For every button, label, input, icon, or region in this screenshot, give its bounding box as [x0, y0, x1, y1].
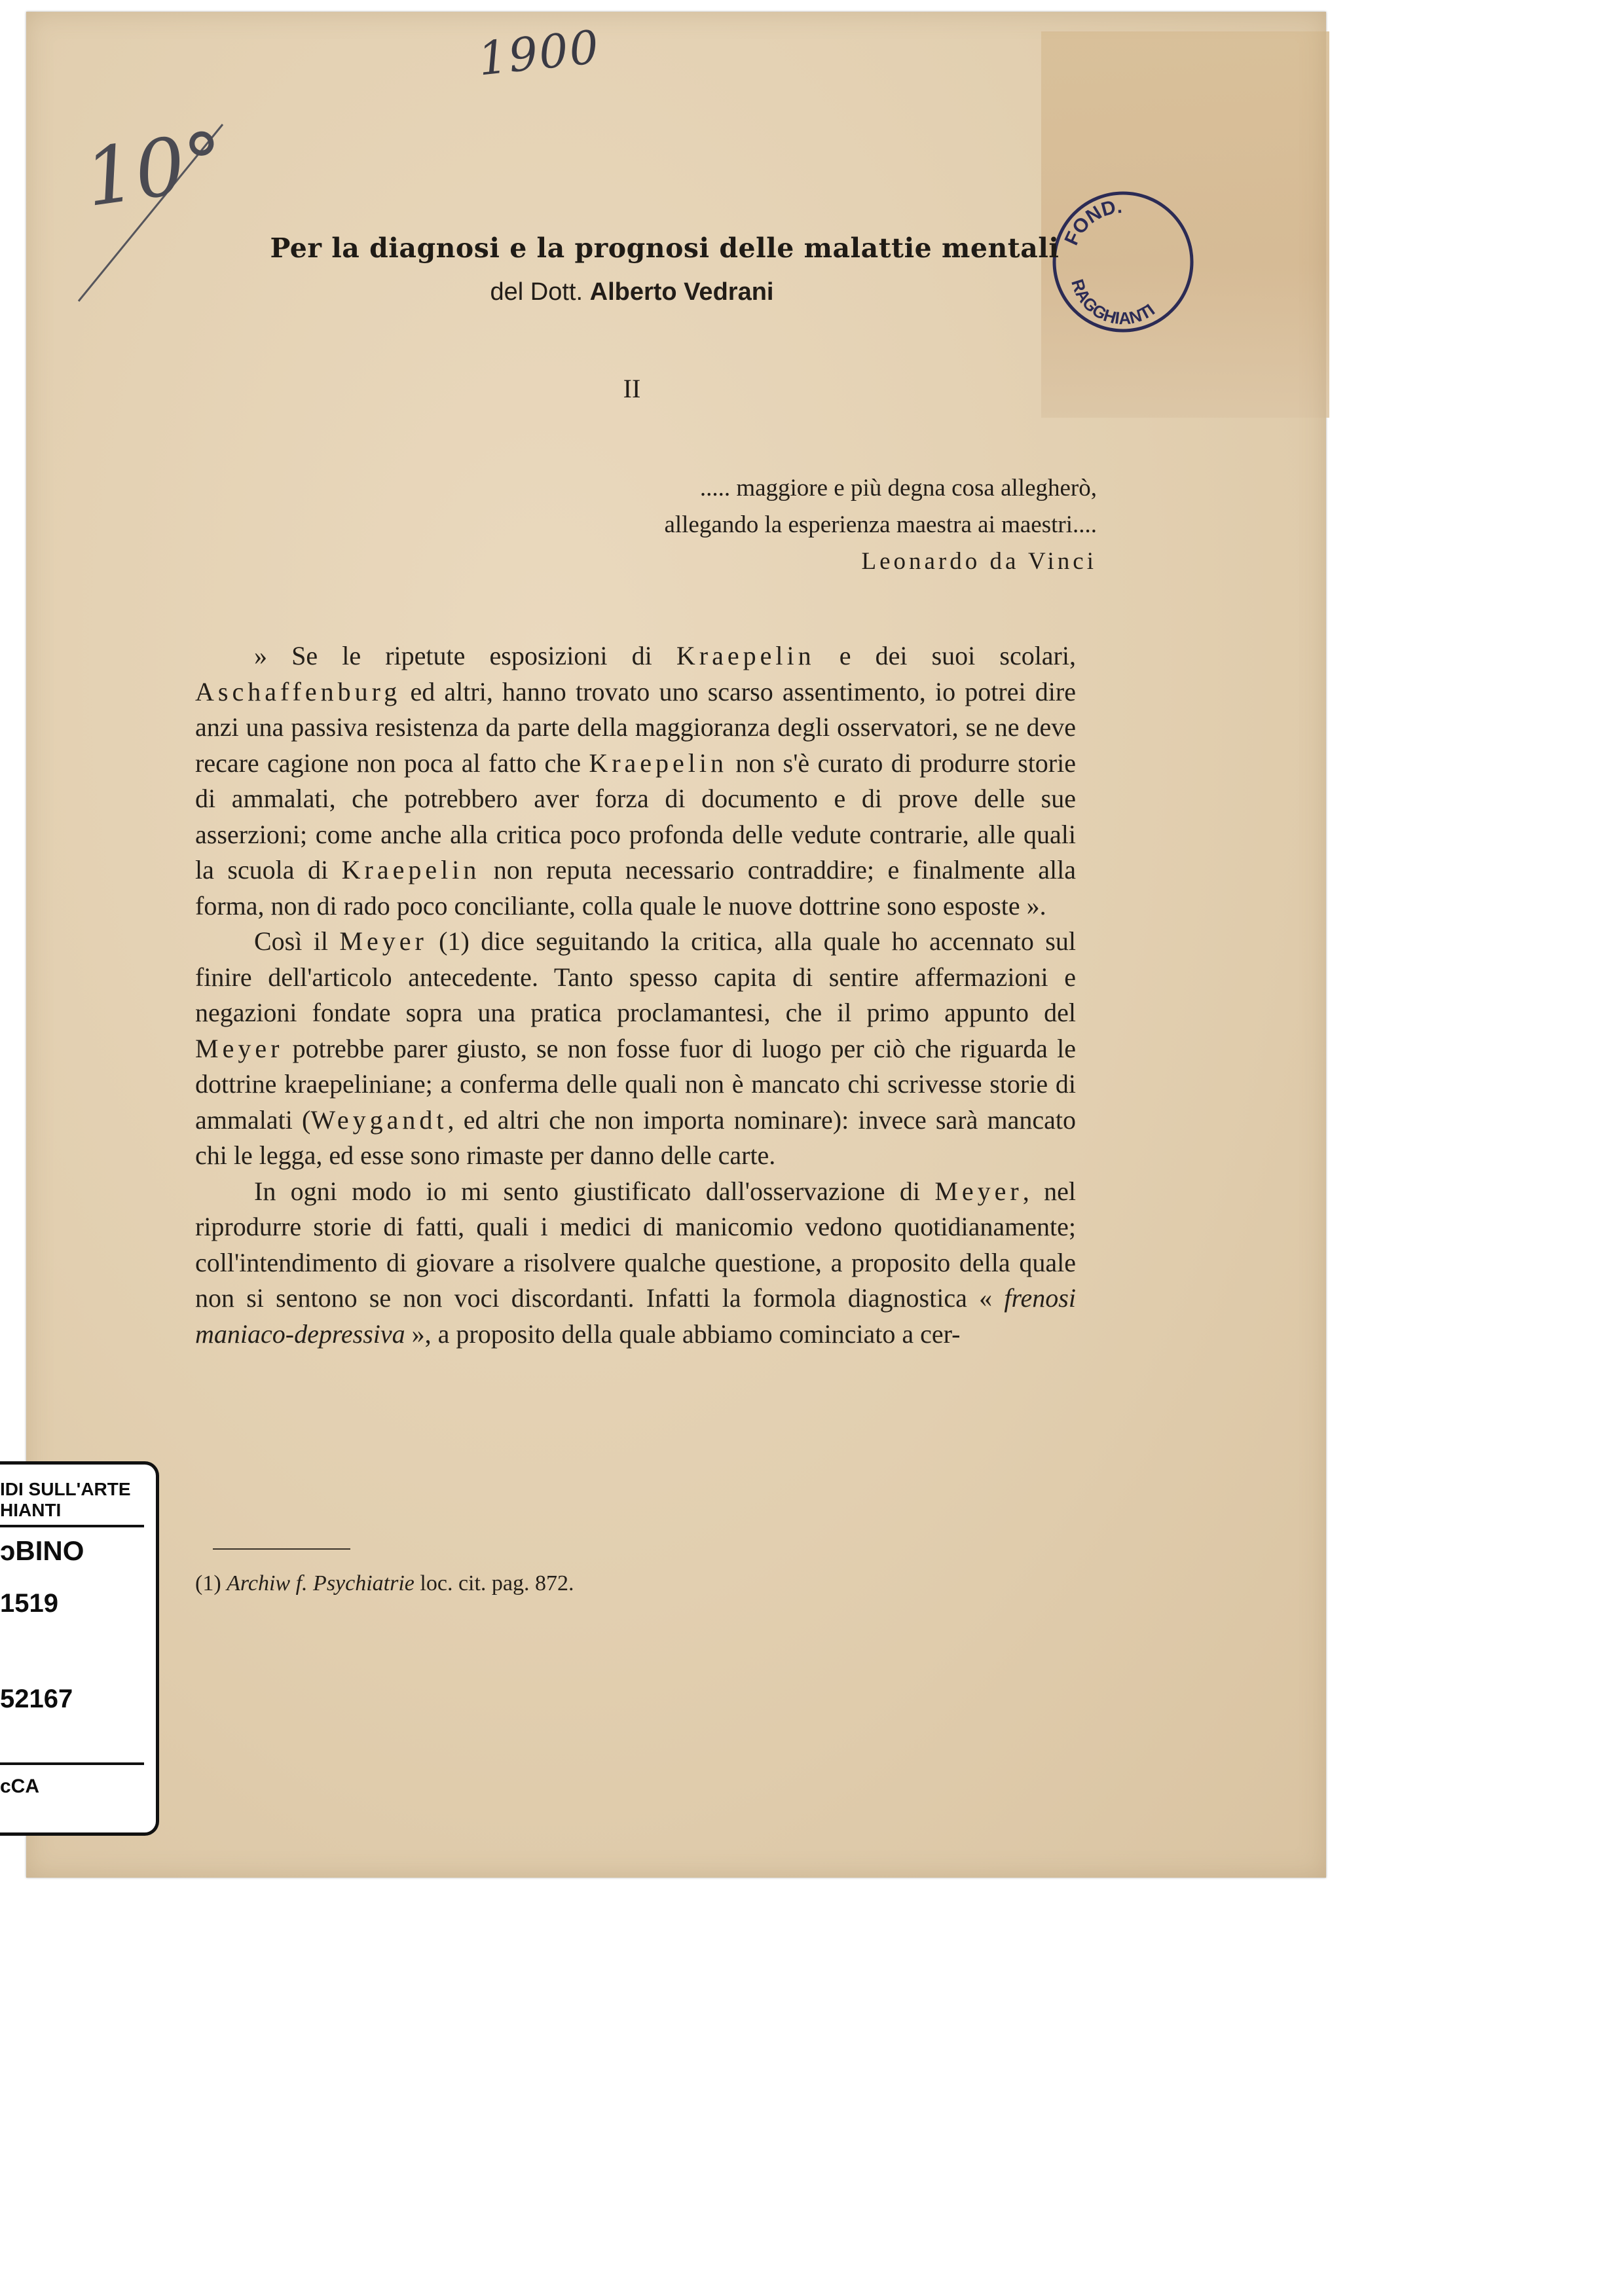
- footnote-journal: Archiw f. Psychiatrie: [227, 1571, 415, 1595]
- name-kraepelin: Kraepelin: [341, 855, 481, 884]
- paragraph-1: » Se le ripetute esposizioni di Kraepelin e dei suoi scolari, Aschaffenburg ed altri, hanno trovato uno scarso assentimento, io potrei dire anzi una passiva resistenza da parte della maggioranza degli osservatori, se ne deve recare cagione non poca al fatto che Kraepelin non s'è curato di produrre storie di ammalati, che potrebbero aver forza di documento e di prove delle sue asserzioni; come anche alla critica poco profonda delle vedute contrarie, alle quali la scuola di Kraepelin non reputa necessario contraddire; e finalmente alla forma, non di rado poco conciliante, colla quale le nuove dottrine sono esposte ».: [195, 641, 1076, 920]
- stamp-line2: RAGGHIANTI: [1067, 276, 1158, 329]
- footnote: (1) Archiw f. Psychiatrie loc. cit. pag. 872.: [195, 1571, 574, 1595]
- label-library: ᴄCA: [0, 1776, 40, 1797]
- name-aschaffenburg: Aschaffenburg: [195, 676, 401, 706]
- diagnosis-term: frenosi maniaco-depressiva: [195, 1283, 1076, 1349]
- epigraph-line2: allegando la esperienza maestra ai maestri....: [664, 511, 1097, 538]
- epigraph-author: Leonardo da Vinci: [861, 548, 1097, 575]
- footnote-rule: [213, 1548, 350, 1550]
- section-number: II: [623, 374, 641, 403]
- label-inventory-number: 52167: [0, 1685, 73, 1713]
- handwritten-year: 1900: [475, 20, 602, 86]
- epigraph-line1: ..... maggiore e più degna cosa allegherò,: [699, 475, 1097, 501]
- name-kraepelin: Kraepelin: [676, 641, 815, 670]
- stamp-line1: FOND.: [1060, 195, 1123, 249]
- byline: [0, 278, 1264, 306]
- name-kraepelin: Kraepelin: [589, 748, 728, 778]
- author-name: Alberto Vedrani: [589, 278, 774, 306]
- paragraph-3: In ogni modo io mi sento giustificato dall'osservazione di Meyer, nel riprodurre storie di fatti, quali i medici di manicomio vedono quotidianamente; coll'intendimento di giovare a risolvere qualche questione, a proposito della quale non si sentono se non voci discordanti. Infatti la formola diagnostica « frenosi maniaco-depressiva », a proposito della quale abbiamo cominciato a cer-: [195, 1176, 1076, 1349]
- name-meyer: Meyer: [339, 926, 428, 956]
- article-body: [195, 638, 1076, 1352]
- epigraph: [458, 470, 1097, 580]
- article-title: Per la diagnosi e la prognosi delle malattie mentali: [270, 232, 1060, 264]
- library-label: [0, 1461, 159, 1836]
- byline-prefix: del Dott.: [490, 278, 583, 306]
- label-city: ᴐBINO: [0, 1535, 84, 1566]
- paragraph-2: Così il Meyer (1) dice seguitando la critica, alla quale ho accennato sul finire dell'articolo antecedente. Tanto spesso capita di sentire affermazioni e negazioni fondate sopra una pratica proclamantesi, che il primo appunto del Meyer potrebbe parer giusto, se non fosse fuor di luogo per ciò che riguarda le dottrine kraepeliniane; a conferma delle quali non è mancato chi scrivesse storie di ammalati (Weygandt, ed altri che non importa nominare): invece sarà mancato chi le legga, ed esse sono rimaste per danno delle carte.: [195, 926, 1076, 1170]
- handwritten-number: 10°: [79, 115, 231, 225]
- label-header: IDI SULL'ARTE HIANTI: [0, 1479, 131, 1520]
- name-meyer: Meyer: [195, 1033, 284, 1063]
- name-weygandt: Weygandt: [310, 1104, 448, 1135]
- label-shelf-number: 1519: [0, 1589, 58, 1618]
- name-meyer: Meyer: [934, 1176, 1023, 1206]
